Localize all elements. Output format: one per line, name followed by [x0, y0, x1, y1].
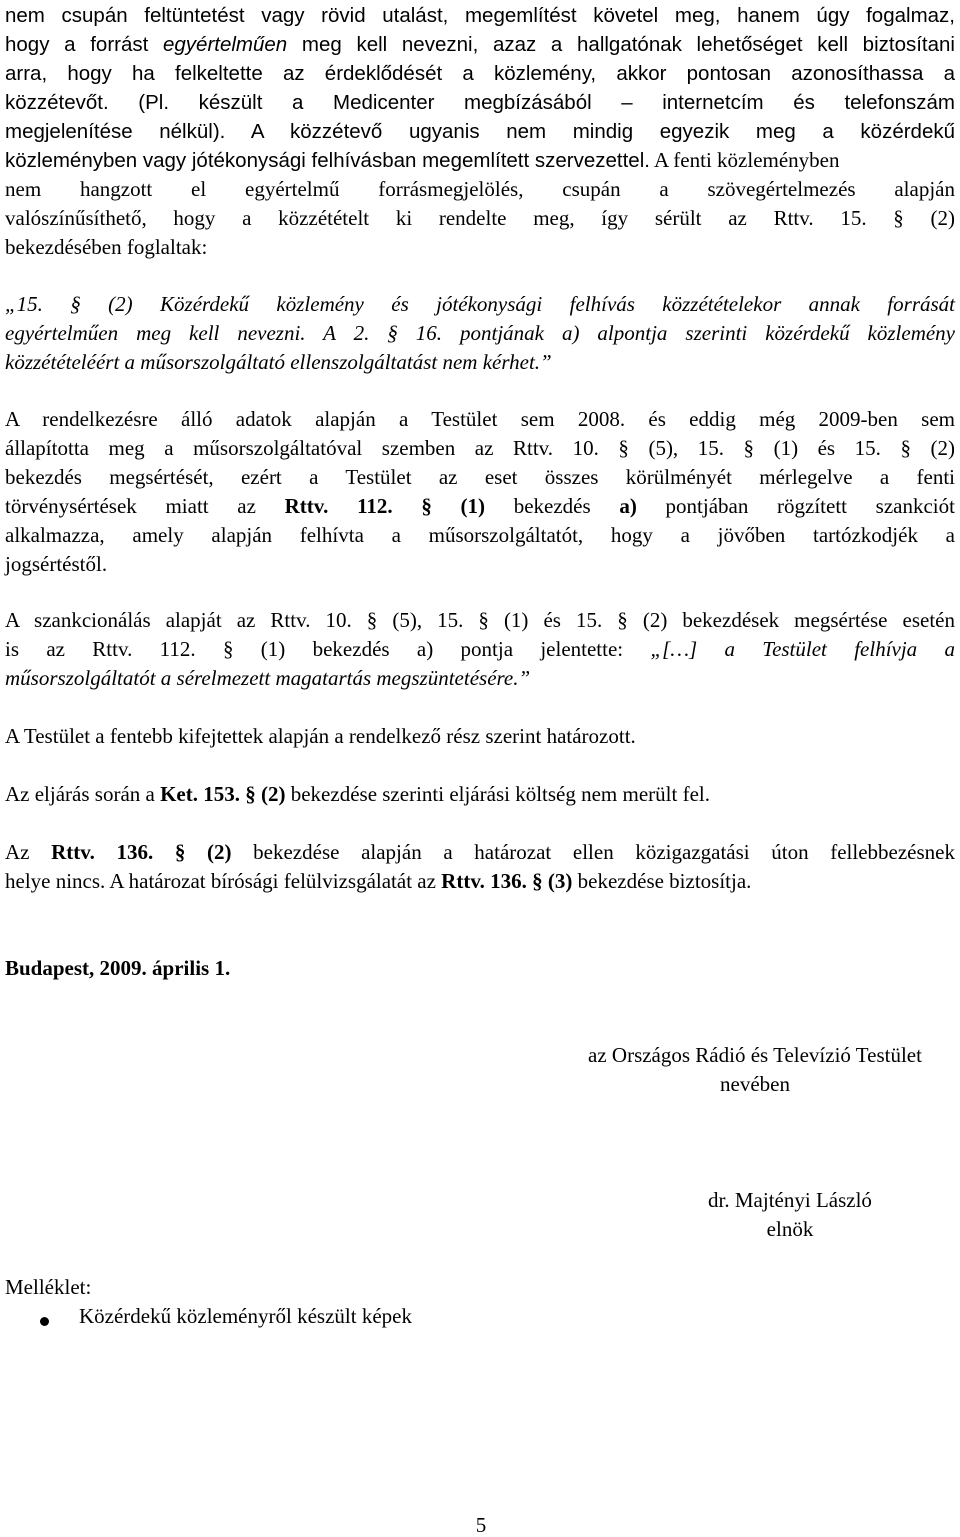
attachment-label: Melléklet: — [5, 1275, 92, 1299]
text-line: megjelenítése nélkül). A közzétevő ugyanis nem mindig egyezik meg a közérdekű — [5, 120, 955, 143]
text-line: állapította meg a műsorszolgáltatóval szemben az Rttv. 10. § (5), 15. § (1) és 15. § (2) — [5, 436, 955, 460]
paragraph-5 — [5, 780, 955, 809]
text-line: A rendelkezésre álló adatok alapján a Testület sem 2008. és eddig még 2009-ben sem — [5, 407, 955, 431]
paragraph-4 — [5, 722, 955, 751]
text-line: bekezdésében foglaltak: — [5, 235, 208, 259]
law-quote — [5, 290, 955, 377]
attachment-item: Közérdekű közleményről készült képek — [79, 1304, 412, 1328]
text-line: közzétevőt. (Pl. készült a Medicenter megbízásából – internetcím és telefonszám — [5, 91, 955, 114]
text-line: alkalmazza, amely alapján felhívta a műsorszolgáltatót, hogy a jövőben tartózkodjék a — [5, 523, 955, 547]
text-line: műsorszolgáltatót a sérelmezett magatartás megszüntetésére.” — [5, 666, 531, 690]
paragraph-1 — [5, 1, 955, 146]
text-line: Az Rttv. 136. § (2) bekezdése alapján a határozat ellen közigazgatási úton fellebbezésnek — [5, 840, 955, 864]
signature-org-line: az Országos Rádió és Televízió Testület — [588, 1043, 922, 1067]
text-line: arra, hogy ha felkeltette az érdeklődését a közlemény, akkor pontosan azonosíthassa a — [5, 62, 955, 85]
signer-role: elnök — [766, 1217, 814, 1241]
text-line: A Testület a fentebb kifejtettek alapján a rendelkező rész szerint határozott. — [5, 724, 636, 748]
text-line: törvénysértések miatt az Rttv. 112. § (1) bekezdés a) pontjában rögzített szankciót — [5, 494, 955, 518]
signer-name: dr. Majtényi László — [708, 1188, 872, 1212]
signature-org-line: nevében — [720, 1072, 790, 1096]
text-line: közleményben vagy jótékonysági felhívásban megemlített szervezettel. A fenti közleményben — [5, 148, 840, 172]
signature-org — [540, 1041, 960, 1099]
text-line: nem hangzott el egyértelmű forrásmegjelölés, csupán a szövegértelmezés alapján — [5, 177, 955, 201]
text-line: Az eljárás során a Ket. 153. § (2) bekezdése szerinti eljárási költség nem merült fel. — [5, 782, 710, 806]
signature-person — [660, 1186, 920, 1244]
date-line: Budapest, 2009. április 1. — [5, 956, 231, 980]
bullet-icon — [40, 1317, 49, 1326]
text-line: helye nincs. A határozat bírósági felülvizsgálatát az Rttv. 136. § (3) bekezdése biztosítja. — [5, 869, 752, 893]
text-line: hogy a forrást egyértelműen meg kell nevezni, azaz a hallgatónak lehetőséget kell biztosítani — [5, 33, 955, 56]
text-line: jogsértéstől. — [5, 552, 108, 576]
text-line: is az Rttv. 112. § (1) bekezdés a) pontja jelentette: „[…] a Testület felhívja a — [5, 637, 956, 661]
paragraph-1-cont — [5, 146, 955, 175]
page-number: 5 — [475, 1513, 487, 1537]
text-line: A szankcionálás alapját az Rttv. 10. § (5), 15. § (1) és 15. § (2) bekezdések megsértése esetén — [5, 608, 955, 632]
paragraph-6 — [5, 838, 955, 896]
paragraph-2 — [5, 405, 955, 579]
text-line: nem csupán feltüntetést vagy rövid utalást, megemlítést követel meg, hanem úgy fogalmaz, — [5, 4, 955, 27]
quote-line: egyértelműen meg kell nevezni. A 2. § 16. pontjának a) alpontja szerinti közérdekű közlemény — [5, 321, 955, 345]
text-line: bekezdés megsértését, ezért a Testület az eset összes körülményét mérlegelve a fenti — [5, 465, 955, 489]
text-line: valószínűsíthető, hogy a közzétételt ki rendelte meg, így sérült az Rttv. 15. § (2) — [5, 206, 955, 230]
paragraph-3 — [5, 606, 955, 693]
quote-line: közzétételéért a műsorszolgáltató ellenszolgáltatást nem kérhet.” — [5, 350, 552, 374]
paragraph-1-serif — [5, 175, 955, 262]
quote-line: „15. § (2) Közérdekű közlemény és jótékonysági felhívás közzétételekor annak forrását — [5, 292, 955, 316]
